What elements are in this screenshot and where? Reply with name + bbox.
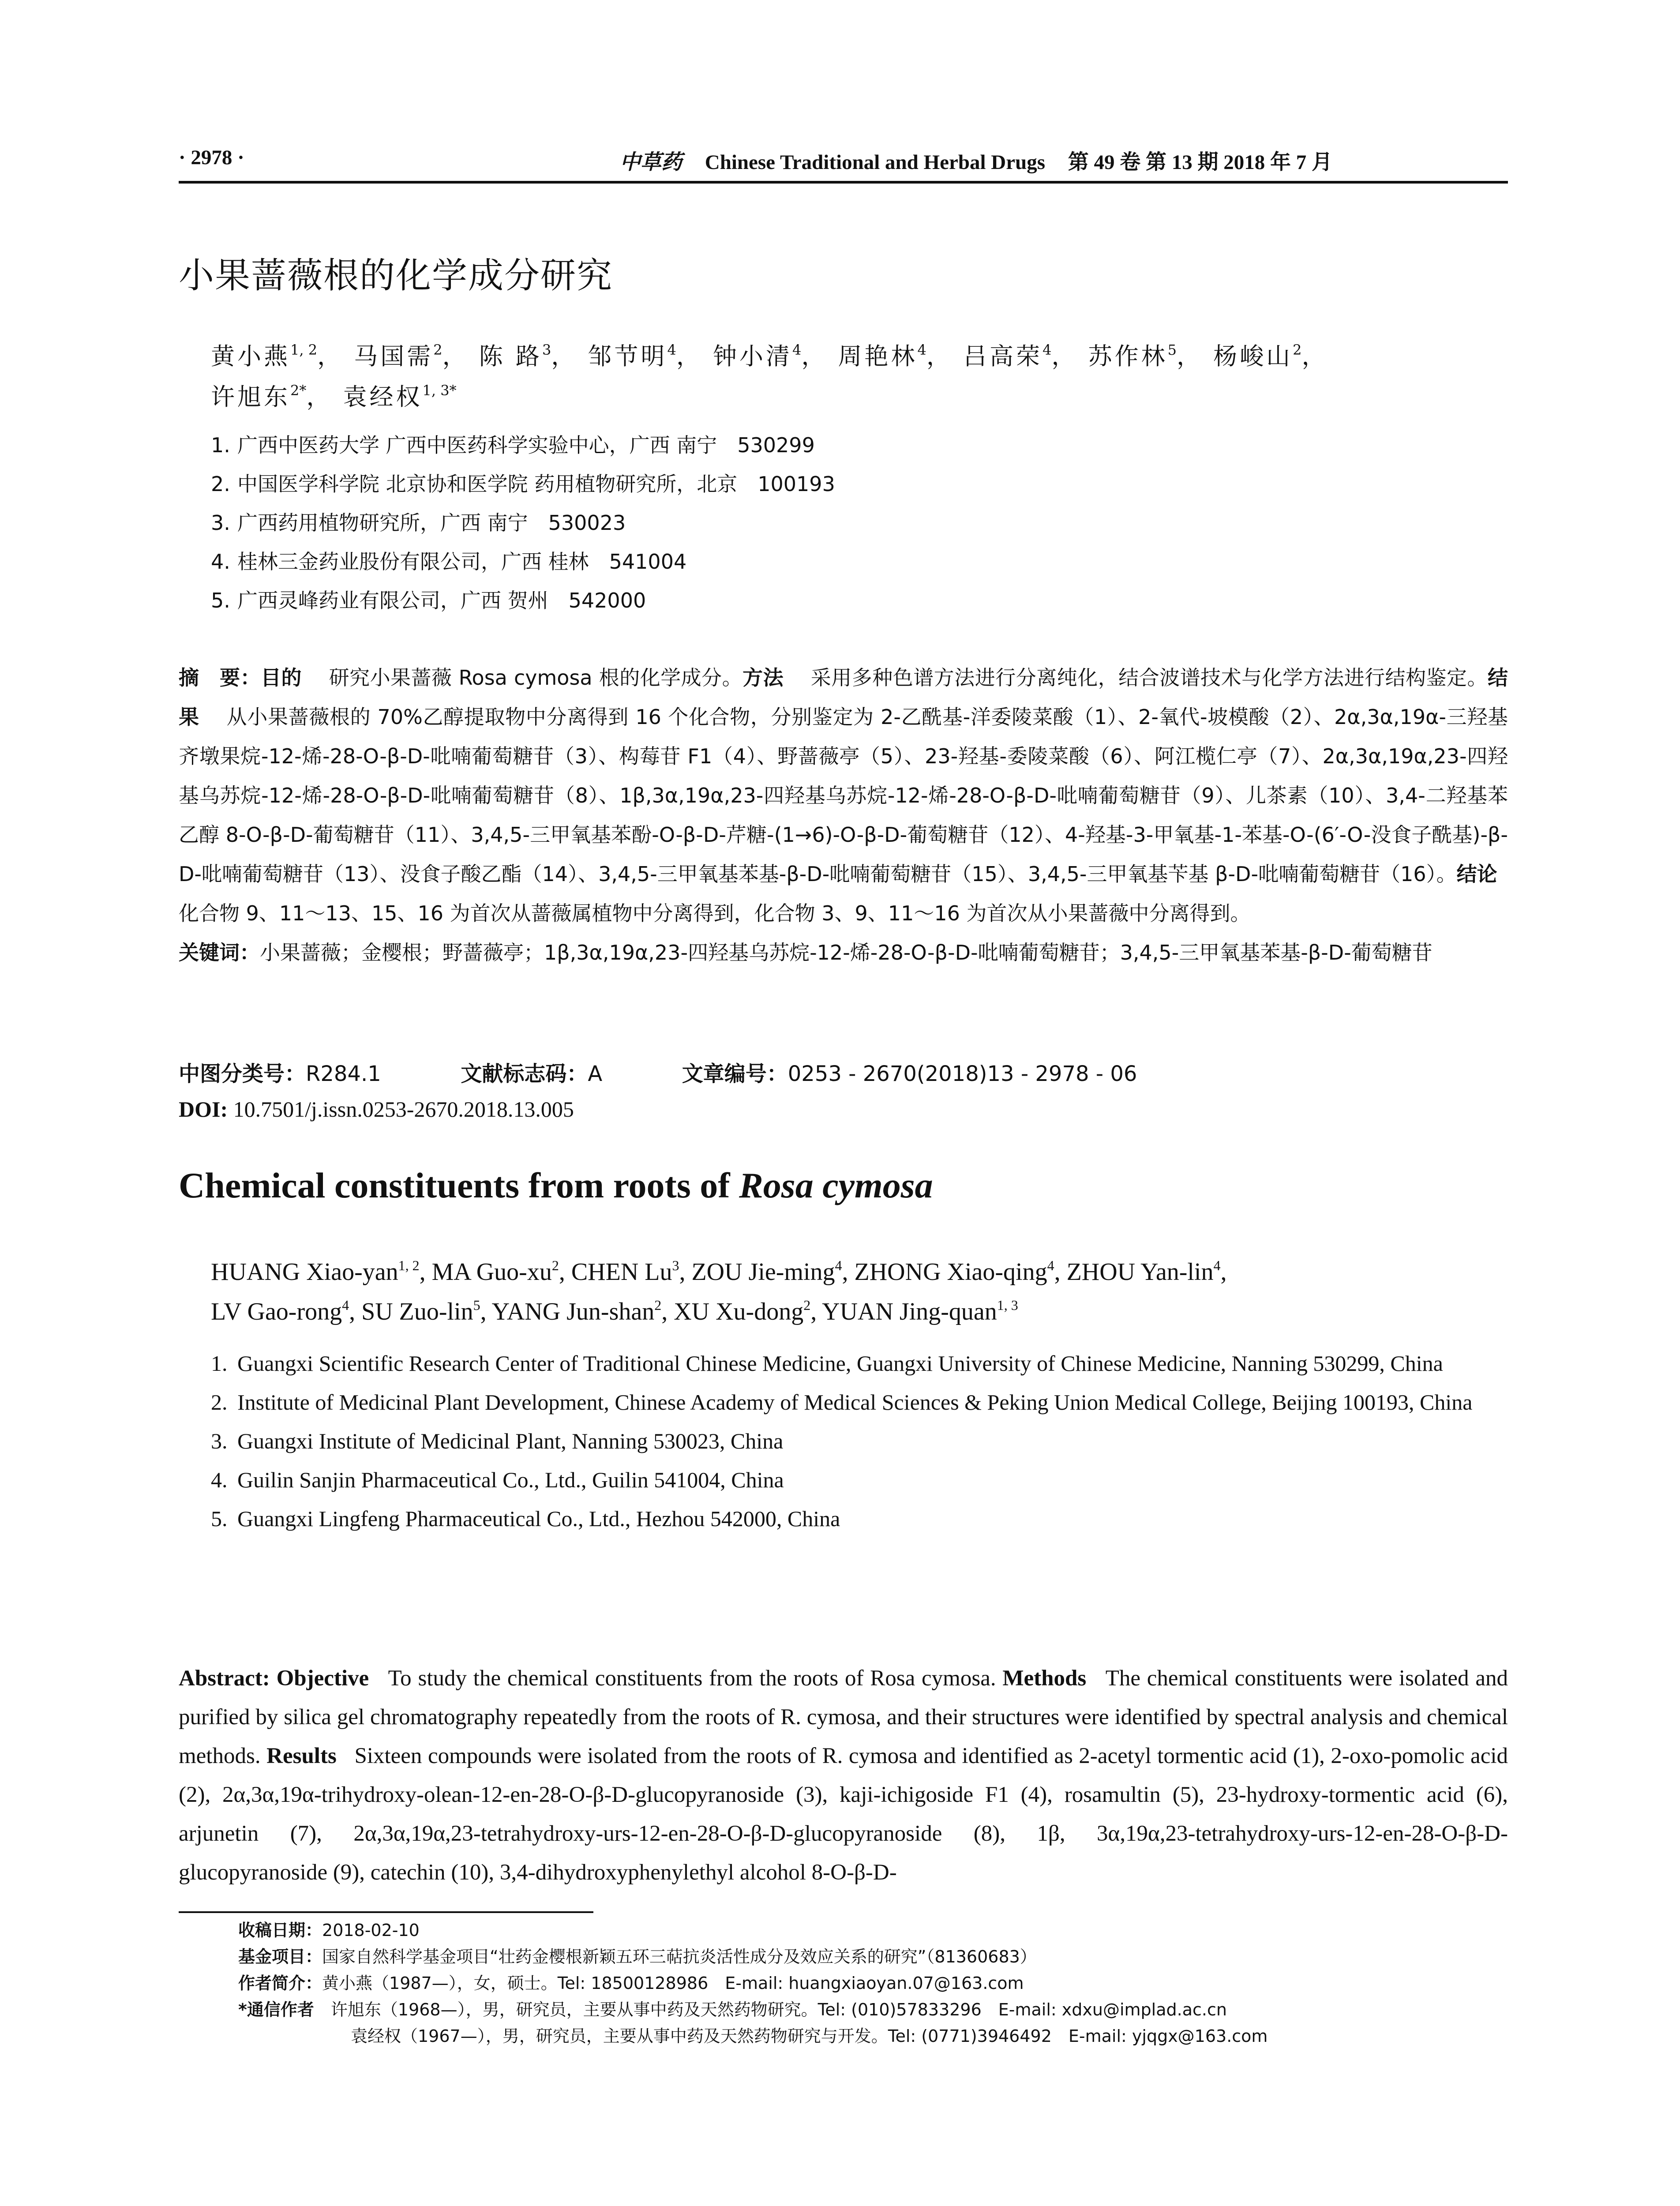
- cn-author: 袁经权$^{1, 3*}$: [343, 382, 457, 411]
- cn-conclusion-text: 化合物 9、11～13、15、16 为首次从蔷薇属植物中分离得到，化合物 3、9、11～16 为首次从小果蔷薇中分离得到。: [179, 901, 1251, 925]
- journal-issue: 第 49 卷 第 13 期 2018 年 7 月: [1068, 151, 1333, 174]
- en-abstract: [179, 1659, 1508, 1892]
- en-affiliation: 3. Guangxi Institute of Medicinal Plant, Nanning 530023, China: [211, 1429, 784, 1453]
- footnote-corresponding: *通信作者 许旭东（1968—），男，研究员，主要从事中药及天然药物研究。Tel: (010)57833296 E-mail: xdxu@implad.ac.cn: [238, 2000, 1227, 2019]
- en-author: LV Gao-rong$^4$: [211, 1297, 349, 1325]
- en-author: SU Zuo-lin$^5$: [361, 1297, 480, 1325]
- running-header: [179, 140, 1508, 184]
- footnote-corresponding-2: 袁经权（1967—），男，研究员，主要从事中药及天然药物研究与开发。Tel: (0771)3946492 E-mail: yjqgx@163.com: [351, 2026, 1268, 2046]
- cn-objective-label: 目的: [260, 666, 302, 690]
- en-affiliation: 2. Institute of Medicinal Plant Development, Chinese Academy of Medical Sciences & Peking Union Medical College, Beijing 100193, China: [211, 1390, 1473, 1414]
- doi-line: DOI: 10.7501/j.issn.0253-2670.2018.13.005: [179, 1097, 574, 1122]
- cn-author: 陈 路$^3$: [479, 341, 551, 370]
- article-number: 0253 - 2670(2018)13 - 2978 - 06: [788, 1062, 1137, 1086]
- cn-affiliation: 3. 广西药用植物研究所，广西 南宁 530023: [211, 511, 626, 535]
- cn-abstract-label: 摘 要：: [179, 666, 261, 690]
- en-author: MA Guo-$xu^2$: [431, 1257, 559, 1286]
- cn-objective-text: 研究小果蔷薇 Rosa cymosa 根的化学成分。: [329, 666, 743, 690]
- footnote-received: 收稿日期：2018-02-10: [238, 1921, 420, 1940]
- cn-abstract: [179, 658, 1508, 972]
- cn-affiliation: 5. 广西灵峰药业有限公司，广西 贺州 542000: [211, 589, 646, 612]
- cn-affiliation: 2. 中国医学科学院 北京协和医学院 药用植物研究所，北京 100193: [211, 472, 835, 496]
- cn-author: 钟小清$^4$: [713, 341, 802, 370]
- cn-affiliation: 4. 桂林三金药业股份有限公司，广西 桂林 541004: [211, 550, 687, 574]
- journal-name-en: Chinese Traditional and Herbal Drugs: [705, 151, 1046, 174]
- en-author: ZHONG Xiao-qing$^4$: [854, 1257, 1054, 1286]
- en-author: YUAN Jing-quan$^{1, 3}$: [822, 1297, 1018, 1325]
- cn-results-text: 从小果蔷薇根的 70%乙醇提取物中分离得到 16 个化合物，分别鉴定为 2-乙酰基-洋委陵菜酸（1）、2-氧代-坡模酸（2）、2α,3α,19α-三羟基齐墩果烷-12-烯-28-O-β-D-吡喃葡萄糖苷（3）、构莓苷 F1（4）、野蔷薇亭（5）、23-羟基-委陵菜酸（6）、阿江榄仁亭（7）、2α,3α,19α,23-四羟基乌苏烷-12-烯-28-O-β-D-吡喃葡萄糖苷（8）、1β,3α,19α,23-四羟基乌苏烷-12-烯-28-O-β-D-吡喃葡萄糖苷（9）、儿茶素（10）、3,4-二羟基苯乙醇 8-O-β-D-葡萄糖苷（11）、3,4,5-三甲氧基苯酚-O-β-D-芹糖-(1→6)-O-β-D-葡萄糖苷（12）、4-羟基-3-甲氧基-1-苯基-O-(6′-O-没食子酰基)-β-D-吡喃葡萄糖苷（13）、没食子酸乙酯（14）、3,4,5-三甲氧基苯基-β-D-吡喃葡萄糖苷（15）、3,4,5-三甲氧基苄基 β-D-吡喃葡萄糖苷（16）。: [179, 705, 1508, 886]
- cn-conclusion-label: 结论: [1456, 862, 1497, 886]
- en-methods-text: The chemical constituents were isolated and purified by silica gel chromatography repeatedly from the roots of R. cymosa, and their structures were identified by spectral analysis and chemical methods.: [179, 1666, 1508, 1768]
- cn-author: 马国需$^2$: [354, 341, 442, 370]
- en-abstract-label: Abstract:: [179, 1666, 270, 1691]
- clc-code: R284.1: [306, 1062, 381, 1086]
- doc-code: A: [588, 1062, 603, 1086]
- cn-affiliation: 1. 广西中医药大学 广西中医药科学实验中心，广西 南宁 530299: [211, 433, 815, 457]
- cn-author: 黄小燕$^{1, 2}$: [211, 341, 318, 370]
- en-author: ZHOU Yan-lin$^4$: [1066, 1257, 1221, 1286]
- cn-author-list: 黄小燕$^{1, 2}$， 马国需$^2$， 陈 路$^3$， 邹节明$^4$， 钟小清$^4$， 周艳林$^4$， 吕高荣$^4$， 苏作林$^5$， 杨峻山$^2$， 许旭东$^{2*}$， 袁经权$^{1, 3*}$: [211, 341, 1328, 411]
- en-author: CHEN Lu$^3$: [571, 1257, 679, 1286]
- journal-name-cn: 中草药: [620, 150, 682, 174]
- en-affiliation: 1. Guangxi Scientific Research Center of Traditional Chinese Medicine, Guangxi University of Chinese Medicine, Nanning 530299, China: [211, 1351, 1443, 1376]
- en-objective-label: Objective: [276, 1666, 369, 1691]
- en-title: Chemical constituents from roots of Rosa cymosa: [179, 1165, 933, 1205]
- cn-title: 小果蔷薇根的化学成分研究: [179, 255, 613, 296]
- en-author-list: HUANG Xiao-yan$^{1, 2}$, MA Guo-$xu^2$, CHEN Lu$^3$, ZOU Jie-ming$^4$, ZHONG Xiao-qing$^4$, ZHOU Yan-lin$^4$, LV Gao-rong$^4$, SU Zuo-lin$^5$, YANG Jun-shan$^2$, XU Xu-dong$^2$, YUAN Jing-quan$^{1, 3}$: [211, 1257, 1227, 1325]
- cn-methods-text: 采用多种色谱方法进行分离纯化，结合波谱技术与化学方法进行结构鉴定。: [810, 666, 1488, 690]
- en-author: ZOU Jie-ming$^4$: [691, 1257, 842, 1286]
- footnote-rule: [179, 1911, 593, 1913]
- en-results-label: Results: [266, 1744, 337, 1768]
- en-author: YANG Jun-shan$^2$: [491, 1297, 662, 1325]
- en-author: XU Xu-dong$^2$: [674, 1297, 811, 1325]
- journal-line: [620, 146, 1332, 175]
- cn-methods-label: 方法: [742, 666, 784, 690]
- en-methods-label: Methods: [1002, 1666, 1087, 1691]
- cn-author: 杨峻山$^2$: [1213, 341, 1302, 370]
- en-affiliation: 4. Guilin Sanjin Pharmaceutical Co., Ltd., Guilin 541004, China: [211, 1467, 784, 1492]
- cn-author: 吕高荣$^4$: [963, 341, 1052, 370]
- en-affiliation-list: [211, 1344, 1508, 1538]
- classification-line: 中图分类号：R284.1 文献标志码：A 文章编号：0253 - 2670(2018)13 - 2978 - 06: [179, 1062, 1137, 1086]
- en-author: HUANG Xiao-yan$^{1, 2}$: [211, 1257, 420, 1286]
- page-number: · 2978 ·: [179, 146, 244, 169]
- cn-author: 邹节明$^4$: [588, 341, 676, 370]
- cn-results-label: 结果: [179, 666, 1508, 729]
- cn-keywords-label: 关键词：: [179, 941, 260, 964]
- doi-link[interactable]: 10.7501/j.issn.0253-2670.2018.13.005: [233, 1097, 574, 1122]
- footnote-fund: 基金项目：国家自然科学基金项目“壮药金樱根新颖五环三萜抗炎活性成分及效应关系的研究”（81360683）: [238, 1947, 1037, 1966]
- en-objective-text: To study the chemical constituents from the roots of Rosa cymosa.: [388, 1666, 996, 1691]
- cn-author: 苏作林$^5$: [1088, 341, 1177, 370]
- cn-author: 周艳林$^4$: [838, 341, 926, 370]
- en-affiliation: 5. Guangxi Lingfeng Pharmaceutical Co., Ltd., Hezhou 542000, China: [211, 1506, 840, 1531]
- cn-affiliation-list: [211, 426, 1508, 620]
- cn-author: 许旭东$^{2*}$: [211, 382, 307, 411]
- cn-keywords: 小果蔷薇；金樱根；野蔷薇亭；1β,3α,19α,23-四羟基乌苏烷-12-烯-28-O-β-D-吡喃葡萄糖苷；3,4,5-三甲氧基苯基-β-D-葡萄糖苷: [260, 941, 1432, 964]
- en-results-text: Sixteen compounds were isolated from the roots of R. cymosa and identified as 2-acetyl tormentic acid (1), 2-oxo-pomolic acid (2), 2α,3α,19α-trihydroxy-olean-12-en-28-O-β-D-glucopyranoside (3), kaji-ichigoside F1 (4), rosamultin (5), 23-hydroxy-tormentic acid (6), arjunetin (7), 2α,3α,19α,23-tetrahydroxy-urs-12-en-28-O-β-D-glucopyranoside (8), 1β, 3α,19α,23-tetrahydroxy-urs-12-en-28-O-β-D-glucopyranoside (9), catechin (10), 3,4-dihydroxyphenylethyl alcohol 8-O-β-D-: [179, 1744, 1508, 1885]
- footnote-author: 作者简介：黄小燕（1987—），女，硕士。Tel: 18500128986 E-mail: huangxiaoyan.07@163.com: [238, 1973, 1024, 1993]
- footnotes: [238, 1917, 1509, 2049]
